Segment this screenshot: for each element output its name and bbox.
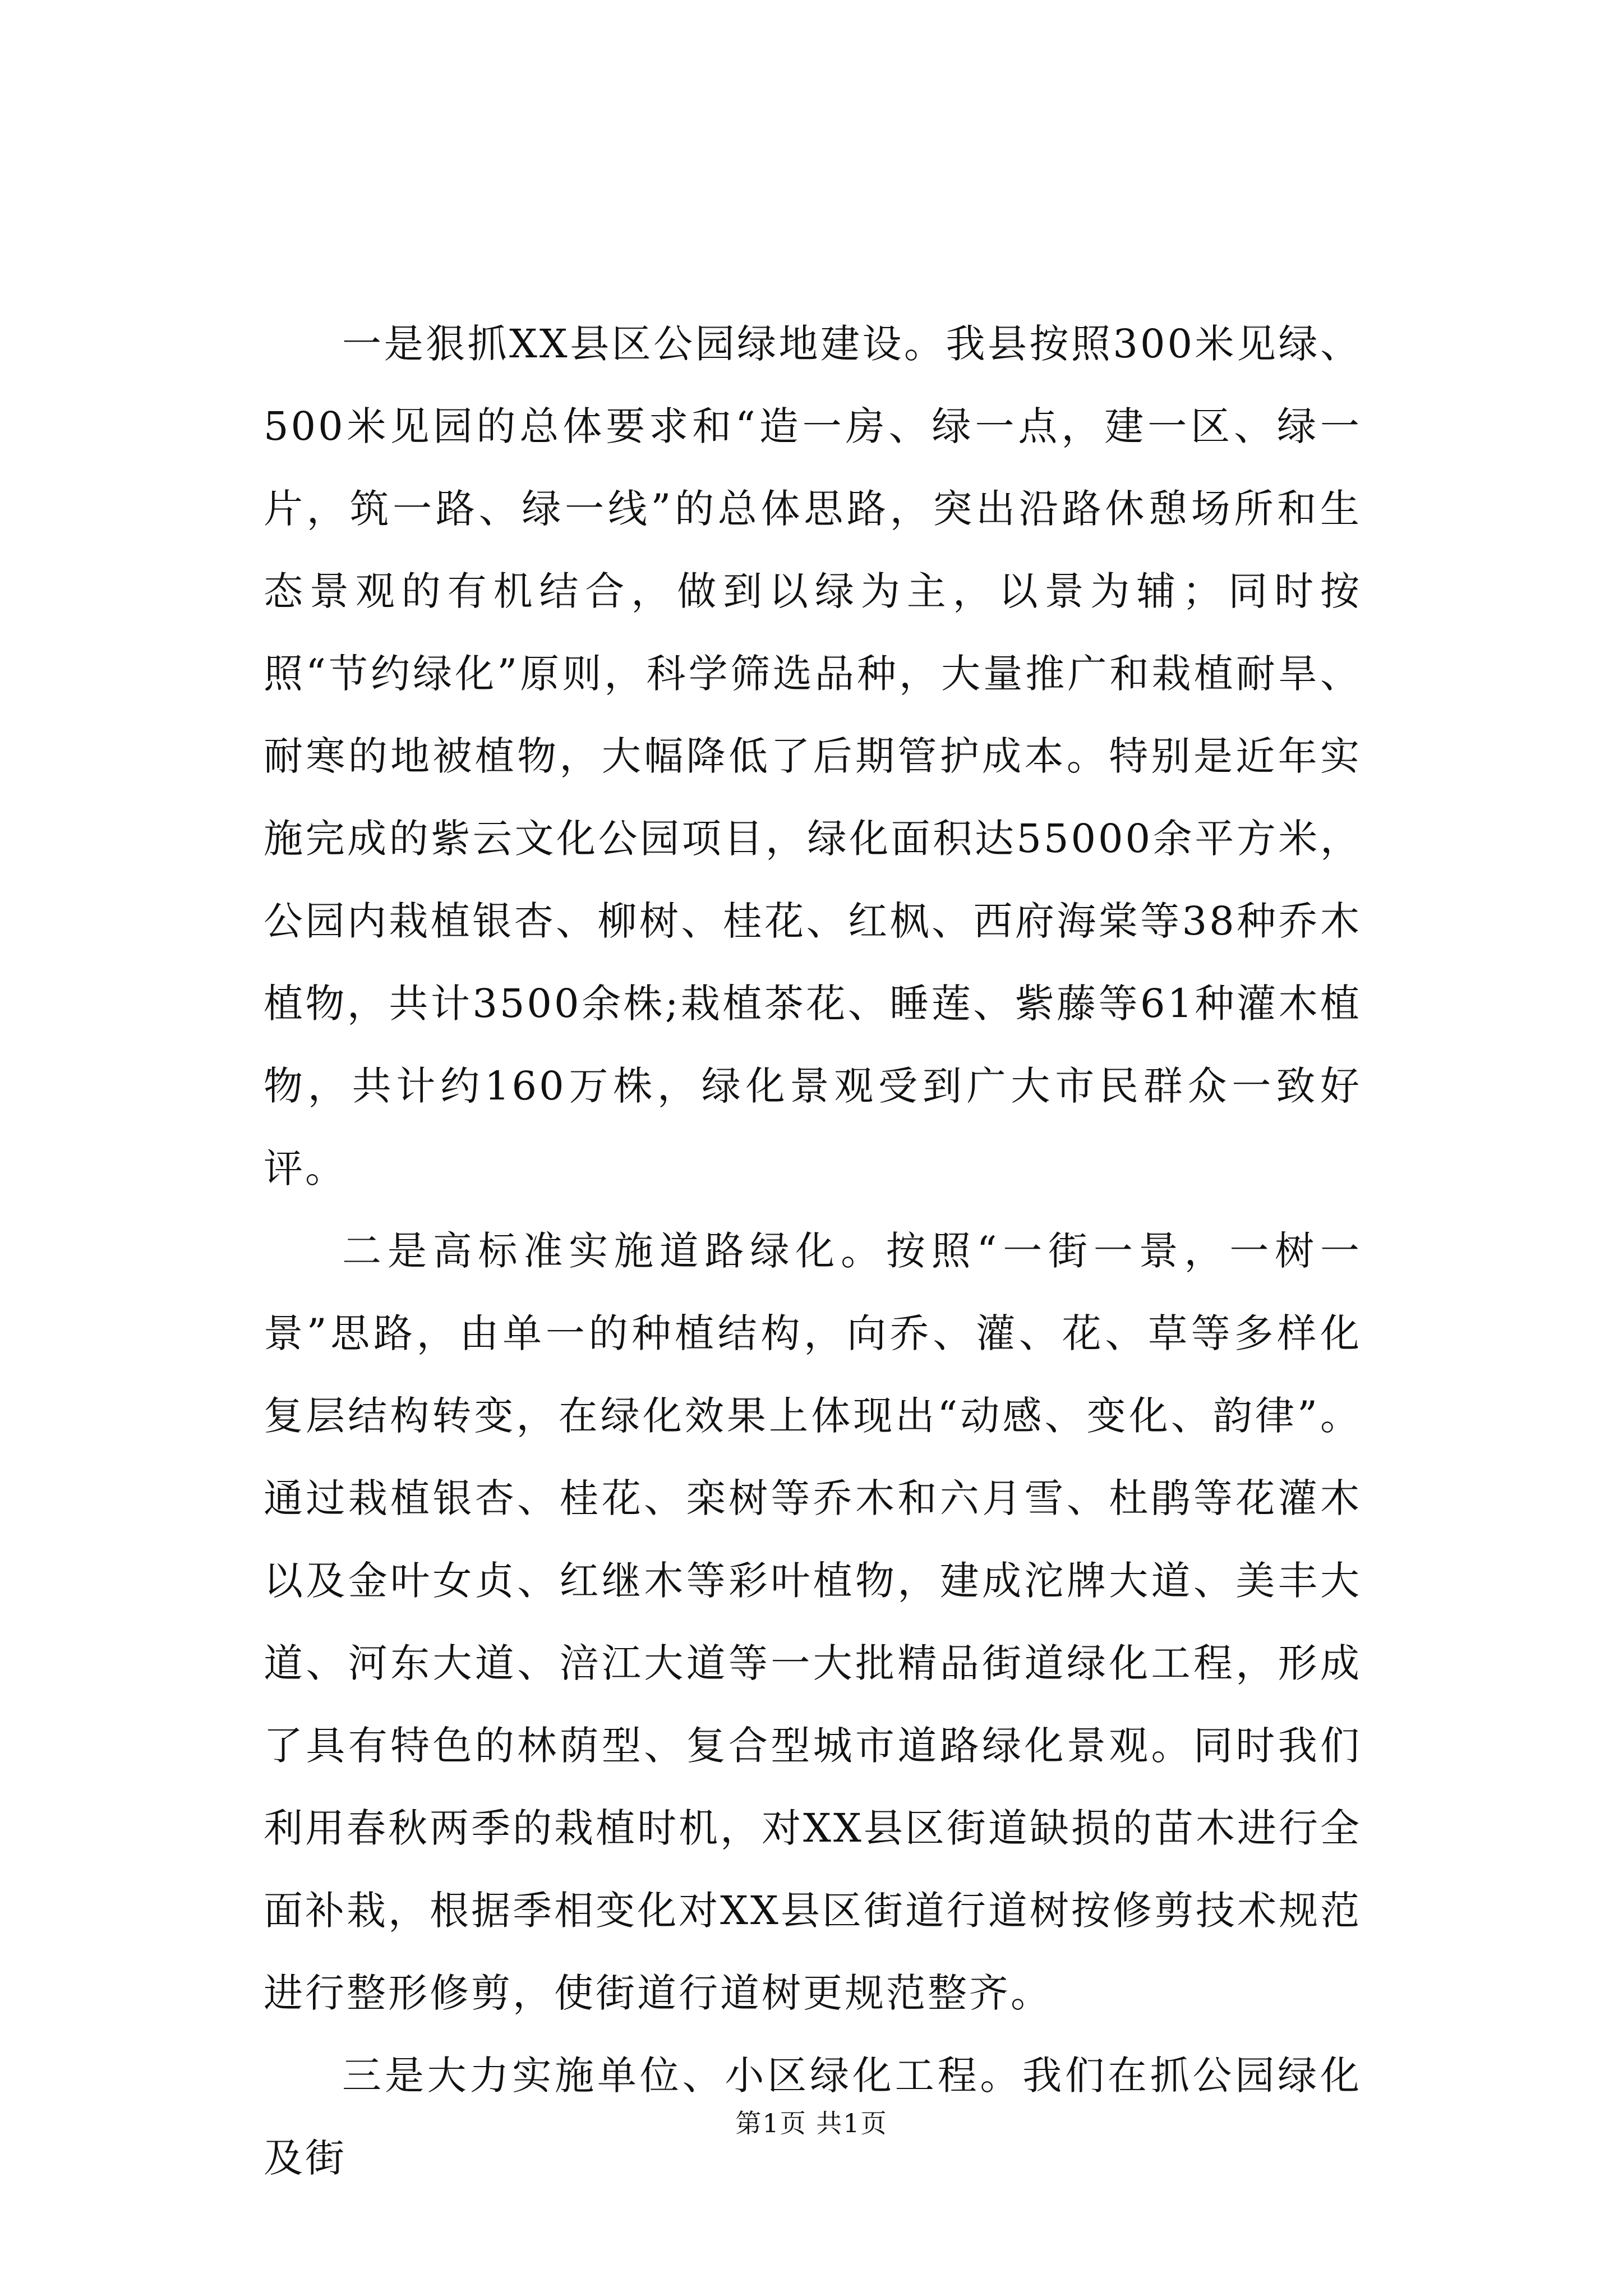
paragraph-unit-community-greening: 三是大力实施单位、小区绿化工程。我们在抓公园绿化及街 — [264, 2053, 1362, 2181]
page-footer: 第1页 共1页 — [735, 2108, 888, 2138]
paragraph-park-greening: 一是狠抓XX县区公园绿地建设。我县按照300米见绿、500米见园的总体要求和“造一房、绿一点，建一区、绿一片，筑一路、绿一线”的总体思路，突出沿路休憩场所和生态景观的有机结合，做到以绿为主，以景为辅；同时按照“节约绿化”原则，科学筛选品种，大量推广和栽植耐旱、耐寒的地被植物，大幅降低了后期管护成本。特别是近年实施完成的紫云文化公园项目，绿化面积达55000余平方米，公园内栽植银杏、柳树、桂花、红枫、西府海棠等38种乔木植物，共计3500余株;栽植茶花、睡莲、紫藤等61种灌木植物，共计约160万株，绿化景观受到广大市民群众一致好评。 — [264, 321, 1362, 1191]
paragraph-road-greening: 二是高标准实施道路绿化。按照“一街一景，一树一景”思路，由单一的种植结构，向乔、灌、花、草等多样化复层结构转变，在绿化效果上体现出“动感、变化、韵律”。通过栽植银杏、桂花、栾树等乔木和六月雪、杜鹃等花灌木以及金叶女贞、红继木等彩叶植物，建成沱牌大道、美丰大道、河东大道、涪江大道等一大批精品街道绿化工程，形成了具有特色的林荫型、复合型城市道路绿化景观。同时我们利用春秋两季的栽植时机，对XX县区街道缺损的苗木进行全面补栽，根据季相变化对XX县区街道行道树按修剪技术规范进行整形修剪，使街道行道树更规范整齐。 — [264, 1228, 1362, 2016]
document-body — [264, 303, 1362, 2200]
